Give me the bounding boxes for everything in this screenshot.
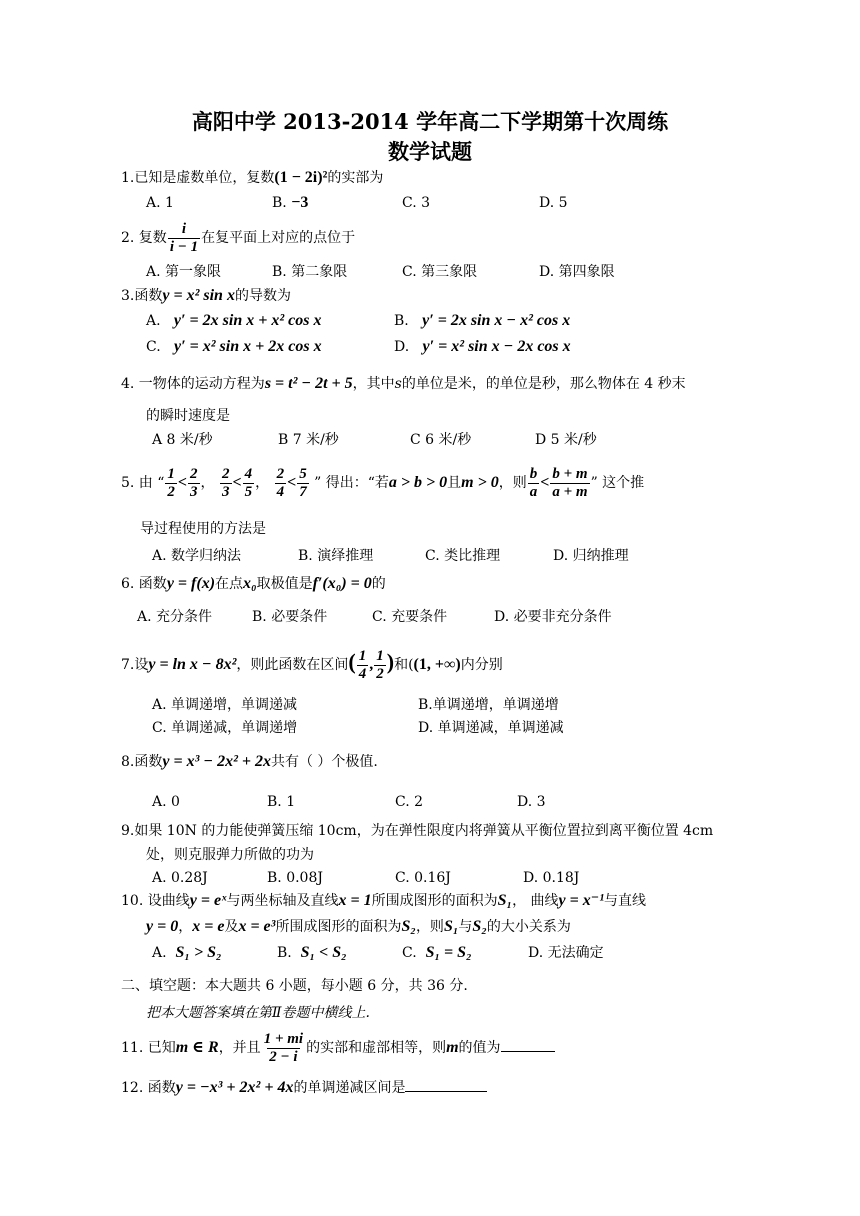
q10-text-3: ， 曲线 <box>512 893 559 909</box>
q7-interval: (1, +∞) <box>413 656 461 673</box>
q8-text: 8.函数 <box>121 754 163 770</box>
q5-frac-1 <box>165 466 177 501</box>
q3-option-b <box>394 311 570 331</box>
question-10 <box>121 891 646 911</box>
q3-option-a <box>146 311 321 331</box>
q5-option-d: D. 归纳推理 <box>553 548 629 564</box>
q10-line2-expr-4: S₂ <box>401 918 416 935</box>
q6-text-end: 的 <box>371 576 386 592</box>
q5-conclusion-frac-1-den: a <box>529 483 538 500</box>
q7-text-mid: ，则此函数在区间 <box>236 657 349 673</box>
q9-option-c: C. 0.16J <box>395 870 451 886</box>
q6-option-c: C. 充要条件 <box>372 609 448 625</box>
q5-text: 5. 由 “ <box>121 475 165 491</box>
question-6 <box>121 574 386 594</box>
question-2 <box>121 218 355 258</box>
q10-line2-text-1: ， <box>178 919 193 935</box>
q11-text-mid-2: 的实部和虚部相等，则 <box>306 1040 447 1056</box>
q10-expression-3: S₁ <box>497 892 513 909</box>
q2-text: 2. 复数 <box>121 230 167 246</box>
q4-expression: s = t² − 2t + 5 <box>264 375 353 392</box>
q5-conclusion-frac-2 <box>550 466 589 501</box>
q5-frac-3-num: 2 <box>222 465 230 482</box>
q5-condition-2: m > 0 <box>461 474 499 491</box>
q1-option-a: A. 1 <box>146 195 174 211</box>
q5-text-end: ” 这个推 <box>590 475 645 491</box>
q2-text-end: 在复平面上对应的点位于 <box>201 230 356 246</box>
q6-expression-1: y = f(x) <box>166 575 216 592</box>
q6-option-a: A. 充分条件 <box>137 609 213 625</box>
q11-text-mid: ，并且 <box>218 1040 261 1056</box>
q3-text-end: 的导数为 <box>234 288 291 304</box>
q10-text-1: 与两坐标轴及直线 <box>226 893 339 909</box>
q5-and: 且 <box>447 475 462 491</box>
q11-numerator: 1 + mi <box>263 1030 304 1047</box>
q3-option-b-value: y′ = 2x sin x − x² cos x <box>422 312 571 329</box>
q10-option-b <box>277 943 347 963</box>
q3-option-d <box>394 337 571 357</box>
q5-frac-2 <box>188 466 200 501</box>
q4-option-a: A 8 米/秒 <box>152 432 213 448</box>
q5-conclusion-frac-2-num: b + m <box>552 465 588 482</box>
q5-line-2: 导过程使用的方法是 <box>140 521 266 537</box>
q6-text-mid-2: 取极值是 <box>256 576 313 592</box>
q10-line2-expr-5: S₁ <box>443 918 459 935</box>
q10-line2-expr-3: x = e³ <box>238 918 276 935</box>
q8-expression: y = x³ − 2x² + 2x <box>162 753 271 770</box>
q7-left-paren: ( <box>348 649 356 674</box>
q7-option-d: D. 单调递减，单调递减 <box>418 720 564 736</box>
q10-line-2 <box>146 917 571 937</box>
q4-option-d: D 5 米/秒 <box>535 432 597 448</box>
q2-numerator: i <box>181 220 187 237</box>
q5-conclusion-frac-1 <box>528 466 540 501</box>
q10-line2-text-3: 所围成图形的面积为 <box>275 919 402 935</box>
q7-frac-2 <box>374 648 386 683</box>
q10-option-b-value: S₁ < S₂ <box>300 944 347 961</box>
q4-text-mid: ，其中 <box>352 376 395 392</box>
q10-line2-text-6: 的大小关系为 <box>486 919 571 935</box>
q5-frac-1-num: 1 <box>167 465 175 482</box>
q5-frac-4 <box>243 466 255 501</box>
q11-fraction <box>262 1031 305 1066</box>
q10-expression-1: y = eˣ <box>189 892 227 909</box>
q3-option-c-value: y′ = x² sin x + 2x cos x <box>174 338 322 355</box>
q4-text-end: 的单位是米，的单位是秒，那么物体在 4 秒末 <box>401 376 686 392</box>
q10-line2-text-4: ，则 <box>415 919 444 935</box>
q3-option-a-value: y′ = 2x sin x + x² cos x <box>173 312 322 329</box>
q4-line-2: 的瞬时速度是 <box>146 408 230 424</box>
q11-text-end: 的值为 <box>458 1040 501 1056</box>
q10-text-2: 所围成图形的面积为 <box>371 893 498 909</box>
q8-option-b: B. 1 <box>267 794 296 810</box>
q10-expression-2: x = 1 <box>338 892 372 909</box>
question-3 <box>121 286 291 306</box>
q2-fraction <box>168 221 200 256</box>
q11-denominator: 2 − i <box>269 1048 298 1065</box>
q10-option-a-value: S₁ > S₂ <box>175 944 222 961</box>
q5-conclusion-frac-2-den: a + m <box>552 483 588 500</box>
q5-frac-3 <box>220 466 232 501</box>
q9-option-d: D. 0.18J <box>523 870 580 886</box>
q5-frac-6-num: 5 <box>299 465 307 482</box>
q7-option-c: C. 单调递减，单调递增 <box>152 720 298 736</box>
q12-text-end: 的单调递减区间是 <box>293 1080 406 1096</box>
q7-comma: , <box>369 656 374 673</box>
q6-option-d: D. 必要非充分条件 <box>494 609 612 625</box>
q1-text-end: 的实部为 <box>327 170 384 186</box>
q5-conclusion-frac-1-num: b <box>529 465 538 482</box>
q10-line2-expr-1: y = 0 <box>146 918 179 935</box>
q5-option-a: A. 数学归纳法 <box>152 548 242 564</box>
q10-expression-4: y = x⁻¹ <box>558 892 605 909</box>
q10-line2-expr-2: x = e <box>192 918 225 935</box>
q1-expression: (1 − 2i)² <box>274 169 328 186</box>
q11-variable-m: m <box>446 1039 459 1056</box>
q6-expression-2: x₀ <box>243 575 257 592</box>
q4-option-c: C 6 米/秒 <box>410 432 472 448</box>
q1-option-b-letter: B. <box>272 195 287 211</box>
q1-option-b <box>272 193 308 213</box>
q5-option-c: C. 类比推理 <box>425 548 501 564</box>
q8-option-d: D. 3 <box>517 794 546 810</box>
q4-option-b: B 7 米/秒 <box>278 432 339 448</box>
q1-option-d: D. 5 <box>539 195 568 211</box>
q11-expression: m ∈ R <box>175 1039 219 1056</box>
q3-option-d-value: y′ = x² sin x − 2x cos x <box>422 338 571 355</box>
q7-text: 7.设 <box>121 657 149 673</box>
q2-option-a: A. 第一象限 <box>146 264 222 280</box>
q10-option-d: D. 无法确定 <box>528 945 604 961</box>
q5-option-b: B. 演绎推理 <box>298 548 374 564</box>
question-12 <box>121 1077 487 1098</box>
q3-option-c <box>146 337 322 357</box>
question-9: 9.如果 10N 的力能使弹簧压缩 10cm，为在弹性限度内将弹簧从平衡位置拉到离平衡位置 4cm <box>121 823 714 839</box>
q7-right-paren: ) <box>386 649 395 674</box>
q10-option-c-value: S₁ = S₂ <box>425 944 472 961</box>
q5-frac-5 <box>275 466 287 501</box>
q10-option-c-letter: C. <box>402 945 417 961</box>
q9-option-b: B. 0.08J <box>267 870 323 886</box>
q10-line2-text-2: 及 <box>224 919 239 935</box>
q10-text-4: 与直线 <box>604 893 647 909</box>
q5-frac-6 <box>297 466 309 501</box>
q6-option-b: B. 必要条件 <box>252 609 328 625</box>
q7-frac-1-den: 4 <box>358 665 367 682</box>
q5-text-mid: ” 得出：“若 <box>314 475 389 491</box>
q5-frac-4-num: 4 <box>244 465 253 482</box>
question-1 <box>121 168 383 188</box>
q7-frac-1-num: 1 <box>358 647 367 664</box>
q7-text-end: 内分别 <box>460 657 503 673</box>
q5-frac-5-num: 2 <box>276 465 285 482</box>
q5-frac-2-num: 2 <box>190 465 198 482</box>
q7-and: 和( <box>394 657 414 673</box>
question-11 <box>121 1028 555 1068</box>
q7-option-b: B.单调递增，单调递增 <box>418 697 559 713</box>
page-subtitle: 数学试题 <box>388 139 472 164</box>
q7-frac-2-den: 2 <box>376 665 384 682</box>
q8-text-end: 共有（ ）个极值. <box>270 754 378 770</box>
question-8 <box>121 752 378 772</box>
q8-option-c: C. 2 <box>395 794 424 810</box>
q3-text: 3.函数 <box>121 288 163 304</box>
q5-frac-2-den: 3 <box>190 483 198 500</box>
q5-frac-1-den: 2 <box>167 483 175 500</box>
q9-line-2: 处，则克服弹力所做的功为 <box>146 847 314 863</box>
q12-expression: y = −x³ + 2x² + 4x <box>175 1079 294 1096</box>
q3-option-d-letter: D. <box>394 339 410 355</box>
q1-option-b-value: −3 <box>291 194 309 211</box>
q11-answer-blank[interactable] <box>501 1037 555 1052</box>
q7-frac-2-num: 1 <box>376 647 384 664</box>
q6-expression-3: f′(x₀) = 0 <box>312 575 372 592</box>
q3-expression: y = x² sin x <box>162 287 235 304</box>
page-title: 高阳中学 2013-2014 学年高二下学期第十次周练 <box>191 109 669 134</box>
q6-text-mid: 在点 <box>215 576 244 592</box>
q2-option-b: B. 第二象限 <box>272 264 348 280</box>
q7-expression: y = ln x − 8x² <box>148 656 237 673</box>
q10-option-c <box>402 943 472 963</box>
q1-option-c: C. 3 <box>402 195 431 211</box>
question-4 <box>121 374 686 394</box>
q2-option-c: C. 第三象限 <box>402 264 478 280</box>
q2-denominator: i − 1 <box>169 238 199 255</box>
q3-option-b-letter: B. <box>394 313 409 329</box>
section-2-note: 把本大题答案填在第Ⅱ卷题中横线上. <box>146 1005 370 1021</box>
q10-option-a <box>152 943 222 963</box>
q4-text: 4. 一物体的运动方程为 <box>121 376 265 392</box>
q2-option-d: D. 第四象限 <box>539 264 615 280</box>
q3-option-a-letter: A. <box>146 313 161 329</box>
q4-variable-s: s <box>394 376 402 392</box>
q10-text: 10. 设曲线 <box>121 893 190 909</box>
q7-frac-1 <box>357 648 369 683</box>
q5-frac-5-den: 4 <box>276 483 285 500</box>
q5-then: ，则 <box>498 475 527 491</box>
section-2-heading: 二、填空题：本大题共 6 小题，每小题 6 分，共 36 分. <box>121 978 468 994</box>
q1-text: 1.已知是虚数单位，复数 <box>121 170 275 186</box>
q5-condition-1: a > b > 0 <box>388 474 448 491</box>
q8-option-a: A. 0 <box>152 794 180 810</box>
q10-line2-expr-6: S₂ <box>472 918 487 935</box>
question-7 <box>121 642 503 685</box>
q10-option-a-letter: A. <box>152 945 167 961</box>
q5-frac-4-den: 5 <box>244 483 253 500</box>
q11-text: 11. 已知 <box>121 1040 176 1056</box>
q12-answer-blank[interactable] <box>405 1077 487 1092</box>
q5-frac-6-den: 7 <box>299 483 307 500</box>
q9-option-a: A. 0.28J <box>152 870 208 886</box>
q5-frac-3-den: 3 <box>222 483 230 500</box>
q10-option-b-letter: B. <box>277 945 292 961</box>
q12-text: 12. 函数 <box>121 1080 176 1096</box>
q10-line2-text-5: 与 <box>458 919 473 935</box>
q3-option-c-letter: C. <box>146 339 161 355</box>
q7-option-a: A. 单调递增，单调递减 <box>152 697 298 713</box>
q6-text: 6. 函数 <box>121 576 167 592</box>
question-5: 5. 由 “ $\frac{1}{2}$ < $\frac{2}{3}$ ， $\frac{2}{3}$ < $\frac{4}{5}$ ， $\frac{2}{4}$ < $\frac{5}{7}$ ” 得出：“若a > b > 0且m > 0，则 $\frac{b}{a}$ < $\frac{b + m}{a + m}$ ” 这个推 <box>121 465 645 500</box>
